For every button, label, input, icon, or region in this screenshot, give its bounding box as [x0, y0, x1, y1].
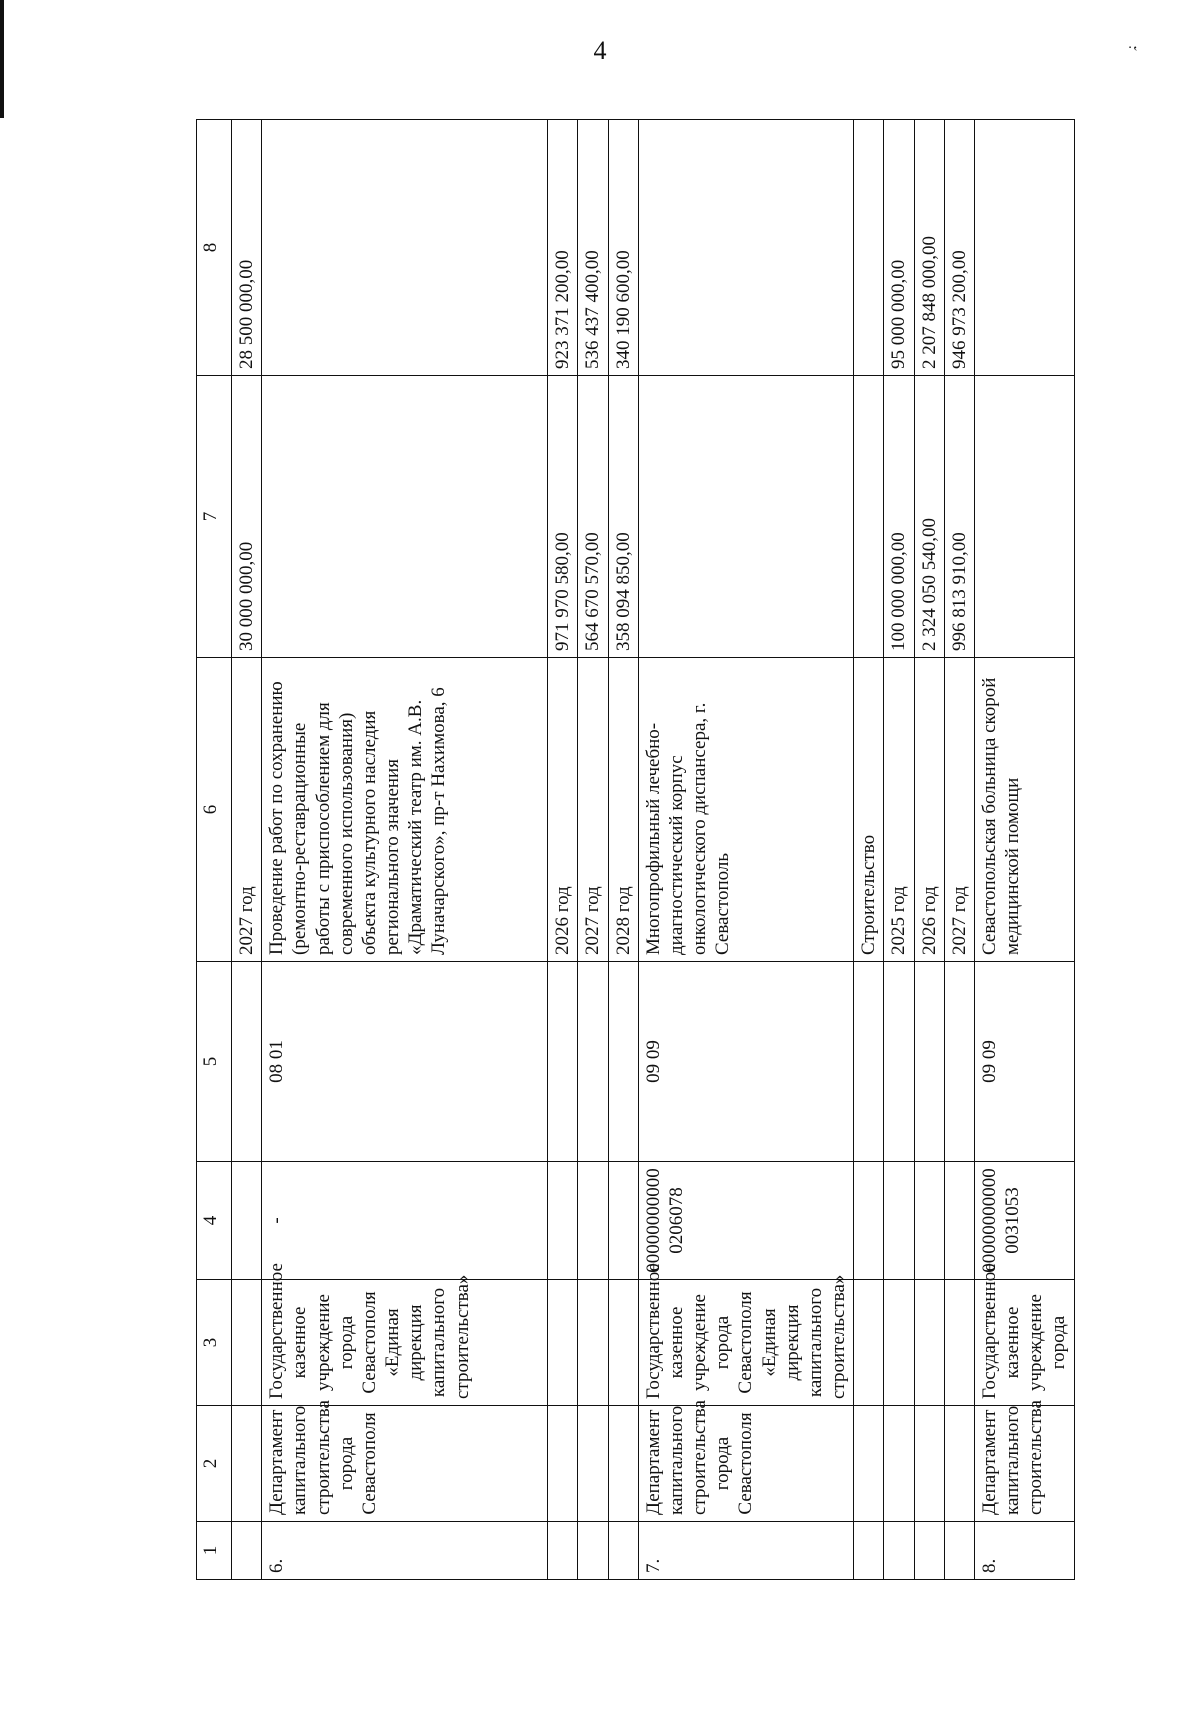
table-row [232, 120, 262, 1580]
customer [548, 1280, 578, 1406]
table-row [914, 120, 944, 1580]
object-code [578, 1162, 608, 1280]
estimated-cost: 30 000 000,00 [232, 376, 262, 658]
customer [608, 1280, 638, 1406]
estimated-cost [854, 376, 884, 658]
object-description: 2028 год [608, 658, 638, 962]
object-code: - [262, 1162, 548, 1280]
estimated-cost: 564 670 570,00 [578, 376, 608, 658]
customer [884, 1280, 914, 1406]
allocated-amount: 2 207 848 000,00 [914, 120, 944, 376]
budget-section: 08 01 [262, 962, 548, 1162]
table-row [548, 120, 578, 1580]
object-description: Многопрофильный лечебно-диагностический корпус онкологического диспансера, г. Севастополь [638, 658, 854, 962]
row-number [884, 1522, 914, 1580]
row-number [944, 1522, 974, 1580]
row-number: 8. [974, 1522, 1074, 1580]
header-row [197, 120, 232, 1580]
budget-section [232, 962, 262, 1162]
row-number [232, 1522, 262, 1580]
table-row [944, 120, 974, 1580]
object-description: Проведение работ по сохранению (ремонтно-реставрационные работы с приспособлением для современного использования) объекта культурного наследия регионального значения «Драматический театр им. А.В. Луначарского», пр-т Нахимова, 6 [262, 658, 548, 962]
object-code [548, 1162, 578, 1280]
row-number [608, 1522, 638, 1580]
estimated-cost: 971 970 580,00 [548, 376, 578, 658]
department [854, 1406, 884, 1522]
allocated-amount [262, 120, 548, 376]
allocated-amount: 28 500 000,00 [232, 120, 262, 376]
header-cell: 4 [197, 1162, 232, 1280]
object-description: 2027 год [232, 658, 262, 962]
estimated-cost [638, 376, 854, 658]
department [944, 1406, 974, 1522]
row-number: 7. [638, 1522, 854, 1580]
table-row [608, 120, 638, 1580]
department: Департамент капитального строительства города Севастополя [638, 1406, 854, 1522]
estimated-cost: 2 324 050 540,00 [914, 376, 944, 658]
funding-table [196, 119, 1075, 1580]
allocated-amount [854, 120, 884, 376]
table-row [854, 120, 884, 1580]
customer: Государственное казенное учреждение города [974, 1280, 1074, 1406]
department: Департамент капитального строительства [974, 1406, 1074, 1522]
customer [232, 1280, 262, 1406]
object-code [608, 1162, 638, 1280]
object-description: Строительство [854, 658, 884, 962]
object-description: 2027 год [944, 658, 974, 962]
customer: Государственное казенное учреждение города Севастополя «Единая дирекция капитального строительства» [262, 1280, 548, 1406]
budget-section [578, 962, 608, 1162]
department [232, 1406, 262, 1522]
row-number [548, 1522, 578, 1580]
object-code [884, 1162, 914, 1280]
budget-section [944, 962, 974, 1162]
header-cell: 3 [197, 1280, 232, 1406]
object-description: 2027 год [578, 658, 608, 962]
header-cell: 5 [197, 962, 232, 1162]
customer: Государственное казенное учреждение города Севастополя «Единая дирекция капитального строительства» [638, 1280, 854, 1406]
budget-section [884, 962, 914, 1162]
estimated-cost: 358 094 850,00 [608, 376, 638, 658]
department [884, 1406, 914, 1522]
estimated-cost [262, 376, 548, 658]
estimated-cost: 100 000 000,00 [884, 376, 914, 658]
department [578, 1406, 608, 1522]
customer [578, 1280, 608, 1406]
allocated-amount: 536 437 400,00 [578, 120, 608, 376]
rotated-table [196, 120, 1070, 1580]
budget-section: 09 09 [974, 962, 1074, 1162]
object-description: 2025 год [884, 658, 914, 962]
budget-section [608, 962, 638, 1162]
object-code [854, 1162, 884, 1280]
table-row [974, 120, 1074, 1580]
object-code: 000000000000206078 [638, 1162, 854, 1280]
customer [914, 1280, 944, 1406]
budget-section: 09 09 [638, 962, 854, 1162]
object-code [944, 1162, 974, 1280]
department: Департамент капитального строительства города Севастополя [262, 1406, 548, 1522]
estimated-cost: 996 813 910,00 [944, 376, 974, 658]
page-number: 4 [593, 36, 607, 65]
estimated-cost [974, 376, 1074, 658]
table-row [578, 120, 608, 1580]
table-row [884, 120, 914, 1580]
header-cell: 8 [197, 120, 232, 376]
row-number [854, 1522, 884, 1580]
allocated-amount: 946 973 200,00 [944, 120, 974, 376]
row-number: 6. [262, 1522, 548, 1580]
row-number [578, 1522, 608, 1580]
rotated-table-container [196, 120, 1070, 1580]
department [548, 1406, 578, 1522]
header-cell: 2 [197, 1406, 232, 1522]
table-row [262, 120, 548, 1580]
budget-section [548, 962, 578, 1162]
object-description: 2026 год [914, 658, 944, 962]
allocated-amount: 923 371 200,00 [548, 120, 578, 376]
object-description: 2026 год [548, 658, 578, 962]
customer [854, 1280, 884, 1406]
object-code [914, 1162, 944, 1280]
row-number [914, 1522, 944, 1580]
department [608, 1406, 638, 1522]
allocated-amount: 95 000 000,00 [884, 120, 914, 376]
header-cell: 6 [197, 658, 232, 962]
table-row [638, 120, 854, 1580]
department [914, 1406, 944, 1522]
customer [944, 1280, 974, 1406]
budget-section [914, 962, 944, 1162]
header-cell: 7 [197, 376, 232, 658]
header-cell: 1 [197, 1522, 232, 1580]
allocated-amount [638, 120, 854, 376]
allocated-amount [974, 120, 1074, 376]
scan-speck: ˙‛ [1127, 44, 1138, 61]
object-code [232, 1162, 262, 1280]
object-description: Севастопольская больница скорой медицинской помощи [974, 658, 1074, 962]
allocated-amount: 340 190 600,00 [608, 120, 638, 376]
object-code: 000000000000031053 [974, 1162, 1074, 1280]
budget-section [854, 962, 884, 1162]
